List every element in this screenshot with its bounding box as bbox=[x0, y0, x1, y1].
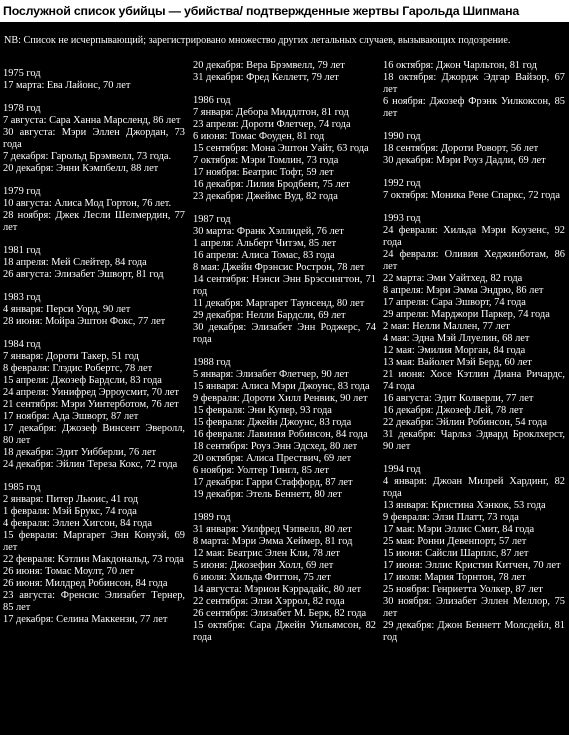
victim-entry: 24 февраля: Оливия Хеджинботам, 86 лет bbox=[383, 249, 565, 272]
victim-entry: 21 сентября: Мэри Уинтерботом, 76 лет bbox=[3, 399, 179, 410]
victim-entry: 15 января: Алиса Мэри Джоунс, 83 года bbox=[193, 381, 370, 392]
year-heading: 1975 год bbox=[3, 68, 41, 79]
victim-entry: 7 января: Дороти Такер, 51 год bbox=[3, 351, 139, 362]
year-heading: 1985 год bbox=[3, 482, 41, 493]
victim-entry: 13 мая: Вайолет Мэй Берд, 60 лет bbox=[383, 357, 532, 368]
victim-entry: 22 сентября: Элзи Хэррол, 82 года bbox=[193, 596, 345, 607]
victims-columns bbox=[0, 60, 569, 735]
victim-entry: 18 сентября: Дороти Роворт, 56 лет bbox=[383, 143, 539, 154]
victim-entry: 8 февраля: Глэдис Робертс, 78 лет bbox=[3, 363, 153, 374]
victim-entry: 15 июня: Сайсли Шарплс, 87 лет bbox=[383, 548, 529, 559]
victim-entry: 30 декабря: Элизабет Энн Роджерс, 74 года bbox=[193, 322, 376, 345]
year-heading: 1978 год bbox=[3, 103, 41, 114]
victim-entry: 12 мая: Эмилия Морган, 84 года bbox=[383, 345, 526, 356]
victim-entry: 22 марта: Эми Уайтхед, 82 года bbox=[383, 273, 523, 284]
disclaimer-note: NB: Список не исчерпывающий; зарегистрировано множество других летальных случаев, вызывающих подозрение. bbox=[4, 35, 511, 46]
victim-entry: 1 апреля: Альберт Читэм, 85 лет bbox=[193, 238, 337, 249]
victim-entry: 17 мая: Мэри Эллис Смит, 84 года bbox=[383, 524, 535, 535]
year-heading: 1981 год bbox=[3, 245, 41, 256]
victim-entry: 23 апреля: Дороти Флетчер, 74 года bbox=[193, 119, 351, 130]
victim-entry: 17 марта: Ева Лайонс, 70 лет bbox=[3, 80, 131, 91]
victim-entry: 7 августа: Сара Ханна Марсленд, 86 лет bbox=[3, 115, 181, 126]
victim-entry: 16 февраля: Лавиния Робинсон, 84 года bbox=[193, 429, 368, 440]
year-heading: 1989 год bbox=[193, 512, 231, 523]
victim-entry: 29 декабря: Нелли Бардсли, 69 лет bbox=[193, 310, 346, 321]
victim-entry: 14 августа: Мэрион Кэррадайс, 80 лет bbox=[193, 584, 361, 595]
victim-entry: 11 декабря: Маргарет Таунсенд, 80 лет bbox=[193, 298, 365, 309]
victim-entry: 26 июня: Томас Моулт, 70 лет bbox=[3, 566, 135, 577]
victim-entry: 5 июня: Джозефин Холл, 69 лет bbox=[193, 560, 334, 571]
victim-entry: 20 декабря: Вера Брэмвелл, 79 лет bbox=[193, 60, 345, 71]
victim-entry: 7 октября: Моника Рене Спаркс, 72 года bbox=[383, 190, 560, 201]
page-title: Послужной список убийцы — убийства/ подтвержденные жертвы Гарольда Шипмана bbox=[0, 0, 569, 22]
victim-entry: 22 декабря: Эйлин Робинсон, 54 года bbox=[383, 417, 547, 428]
victim-entry: 31 декабря: Фред Келлетт, 79 лет bbox=[193, 72, 339, 83]
victim-entry: 16 декабря: Лилия Бродбент, 75 лет bbox=[193, 179, 350, 190]
victim-entry: 29 апреля: Марджори Паркер, 74 года bbox=[383, 309, 550, 320]
victim-entry: 24 декабря: Эйлин Тереза Кокс, 72 года bbox=[3, 459, 178, 470]
victim-entry: 28 ноября: Джек Лесли Шелмердин, 77 лет bbox=[3, 210, 185, 233]
victim-entry: 18 октября: Джордж Эдгар Вайзор, 67 лет bbox=[383, 72, 565, 95]
column-3 bbox=[382, 60, 569, 735]
year-heading: 1984 год bbox=[3, 339, 41, 350]
year-heading: 1986 год bbox=[193, 95, 231, 106]
victim-entry: 30 августа: Мэри Эллен Джордан, 73 года bbox=[3, 127, 185, 150]
victim-entry: 10 августа: Алиса Мод Гортон, 76 лет. bbox=[3, 198, 172, 209]
victim-entry: 4 января: Перси Уорд, 90 лет bbox=[3, 304, 131, 315]
victim-entry: 29 декабря: Джон Беннетт Молсдейл, 81 год bbox=[383, 620, 565, 643]
victim-entry: 17 декабря: Гарри Стаффорд, 87 лет bbox=[193, 477, 353, 488]
victim-entry: 8 мая: Джейн Фрэнсис Ростро́н, 78 лет bbox=[193, 262, 365, 273]
year-heading: 1992 год bbox=[383, 178, 421, 189]
victim-entry: 8 марта: Мэри Эмма Хеймер, 81 год bbox=[193, 536, 353, 547]
victim-entry: 1 февраля: Мэй Брукс, 74 года bbox=[3, 506, 137, 517]
victim-entry: 15 октября: Сара Джейн Уильямсон, 82 года bbox=[193, 620, 376, 643]
year-heading: 1993 год bbox=[383, 213, 421, 224]
victim-entry: 20 декабря: Энни Кэмпбелл, 88 лет bbox=[3, 163, 159, 174]
victim-entry: 15 февраля: Джейн Джоунс, 83 года bbox=[193, 417, 352, 428]
victim-entry: 24 апреля: Уинифред Эрроусмит, 70 лет bbox=[3, 387, 179, 398]
victim-entry: 4 января: Джоан Милрей Хардинг, 82 года bbox=[383, 476, 565, 499]
victim-entry: 17 ноября: Беатрис Тофт, 59 лет bbox=[193, 167, 334, 178]
victim-entry: 23 августа: Френсис Элизабет Тернер, 85 лет bbox=[3, 590, 185, 613]
victim-entry: 15 апреля: Джозеф Бардсли, 83 года bbox=[3, 375, 162, 386]
victim-entry: 9 февраля: Дороти Хилл Ренвик, 90 лет bbox=[193, 393, 368, 404]
victim-entry: 6 ноября: Уолтер Тингл, 85 лет bbox=[193, 465, 329, 476]
year-heading: 1979 год bbox=[3, 186, 41, 197]
victim-entry: 16 апреля: Алиса Томас, 83 года bbox=[193, 250, 335, 261]
year-heading: 1988 год bbox=[193, 357, 231, 368]
victim-entry: 25 ноября: Генриетта Уолкер, 87 лет bbox=[383, 584, 543, 595]
victim-entry: 26 августа: Элизабет Эшворт, 81 год bbox=[3, 269, 164, 280]
year-heading: 1987 год bbox=[193, 214, 231, 225]
victim-entry: 6 июля: Хильда Фиттон, 75 лет bbox=[193, 572, 331, 583]
victim-entry: 16 октября: Джон Чарльтон, 81 год bbox=[383, 60, 537, 71]
victim-entry: 26 июня: Милдред Робинсон, 84 года bbox=[3, 578, 168, 589]
year-heading: 1994 год bbox=[383, 464, 421, 475]
column-1 bbox=[0, 60, 191, 735]
victim-entry: 21 июня: Хосе Кэтлин Диана Ричардс, 74 года bbox=[383, 369, 565, 392]
year-heading: 1990 год bbox=[383, 131, 421, 142]
victim-entry: 15 сентября: Мона Эштон Уайт, 63 года bbox=[193, 143, 369, 154]
victim-entry: 9 февраля: Элзи Платт, 73 года bbox=[383, 512, 519, 523]
victim-entry: 26 сентября: Элизабет М. Берк, 82 года bbox=[193, 608, 367, 619]
victim-entry: 2 января: Питер Льюис, 41 год bbox=[3, 494, 139, 505]
victim-entry: 24 февраля: Хильда Мэри Коузенс, 92 года bbox=[383, 225, 565, 248]
victim-entry: 25 мая: Ронни Девенпорт, 57 лет bbox=[383, 536, 527, 547]
victim-entry: 18 сентября: Роуз Энн Эдсхед, 80 лет bbox=[193, 441, 358, 452]
victim-entry: 14 сентября: Нэнси Энн Брэссингтон, 71 год bbox=[193, 274, 376, 297]
victim-entry: 6 июня: Томас Фоуден, 81 год bbox=[193, 131, 325, 142]
victim-entry: 15 февраля: Эни Купер, 93 года bbox=[193, 405, 332, 416]
victim-entry: 4 мая: Эдна Мэй Ллуелин, 68 лет bbox=[383, 333, 530, 344]
victim-entry: 16 августа: Эдит Колверли, 77 лет bbox=[383, 393, 534, 404]
victim-entry: 16 декабря: Джозеф Лей, 78 лет bbox=[383, 405, 524, 416]
victim-entry: 17 июля: Мария Торнтон, 78 лет bbox=[383, 572, 526, 583]
victim-entry: 7 декабря: Гарольд Брэмвелл, 73 года. bbox=[3, 151, 172, 162]
victim-entry: 7 октября: Мэри Томлин, 73 года bbox=[193, 155, 339, 166]
victim-entry: 6 ноября: Джозеф Фрэнк Уилкоксон, 85 лет bbox=[383, 96, 565, 119]
victim-entry: 7 января: Дебора Миддлтон, 81 год bbox=[193, 107, 349, 118]
victim-entry: 17 ноября: Ада Эшворт, 87 лет bbox=[3, 411, 139, 422]
victim-entry: 12 мая: Беатрис Элен Кли, 78 лет bbox=[193, 548, 340, 559]
victim-entry: 18 апреля: Мей Слейтер, 84 года bbox=[3, 257, 147, 268]
victim-entry: 17 июня: Эллис Кристин Китчен, 70 лет bbox=[383, 560, 561, 571]
year-heading: 1983 год bbox=[3, 292, 41, 303]
victim-entry: 30 ноября: Элизабет Эллен Меллор, 75 лет bbox=[383, 596, 565, 619]
victim-entry: 18 декабря: Эдит Уибберли, 76 лет bbox=[3, 447, 157, 458]
victim-entry: 30 декабря: Мэри Роуз Дадли, 69 лет bbox=[383, 155, 546, 166]
victim-entry: 31 декабря: Чарльз Эдвард Броклхерст, 90 лет bbox=[383, 429, 565, 452]
victim-entry: 31 января: Уилфред Чэпвелл, 80 лет bbox=[193, 524, 352, 535]
victim-entry: 8 апреля: Мэри Эмма Эндрю, 86 лет bbox=[383, 285, 544, 296]
victim-entry: 17 апреля: Сара Эшворт, 74 года bbox=[383, 297, 526, 308]
victim-entry: 23 декабря: Джеймс Вуд, 82 года bbox=[193, 191, 338, 202]
victim-entry: 2 мая: Нелли Маллен, 77 лет bbox=[383, 321, 510, 332]
victim-entry: 22 февраля: Кэтлин Макдональд, 73 года bbox=[3, 554, 184, 565]
victim-entry: 30 марта: Франк Хэллидей, 76 лет bbox=[193, 226, 344, 237]
victim-entry: 17 декабря: Джозеф Винсент Эверолл, 80 лет bbox=[3, 423, 185, 446]
victim-entry: 17 декабря: Селина Маккензи, 77 лет bbox=[3, 614, 168, 625]
victim-entry: 15 февраля: Маргарет Энн Конуэй, 69 лет bbox=[3, 530, 185, 553]
victim-entry: 4 февраля: Эллен Хигсон, 84 года bbox=[3, 518, 152, 529]
victim-entry: 5 января: Элизабет Флетчер, 90 лет bbox=[193, 369, 349, 380]
victim-entry: 19 декабря: Этель Беннетт, 80 лет bbox=[193, 489, 342, 500]
victim-entry: 13 января: Кристина Хэнкок, 53 года bbox=[383, 500, 546, 511]
column-2 bbox=[191, 60, 382, 735]
victim-entry: 20 октября: Алиса Прествич, 69 лет bbox=[193, 453, 352, 464]
victim-entry: 28 июня: Мойра Эштон Фокс, 77 лет bbox=[3, 316, 166, 327]
